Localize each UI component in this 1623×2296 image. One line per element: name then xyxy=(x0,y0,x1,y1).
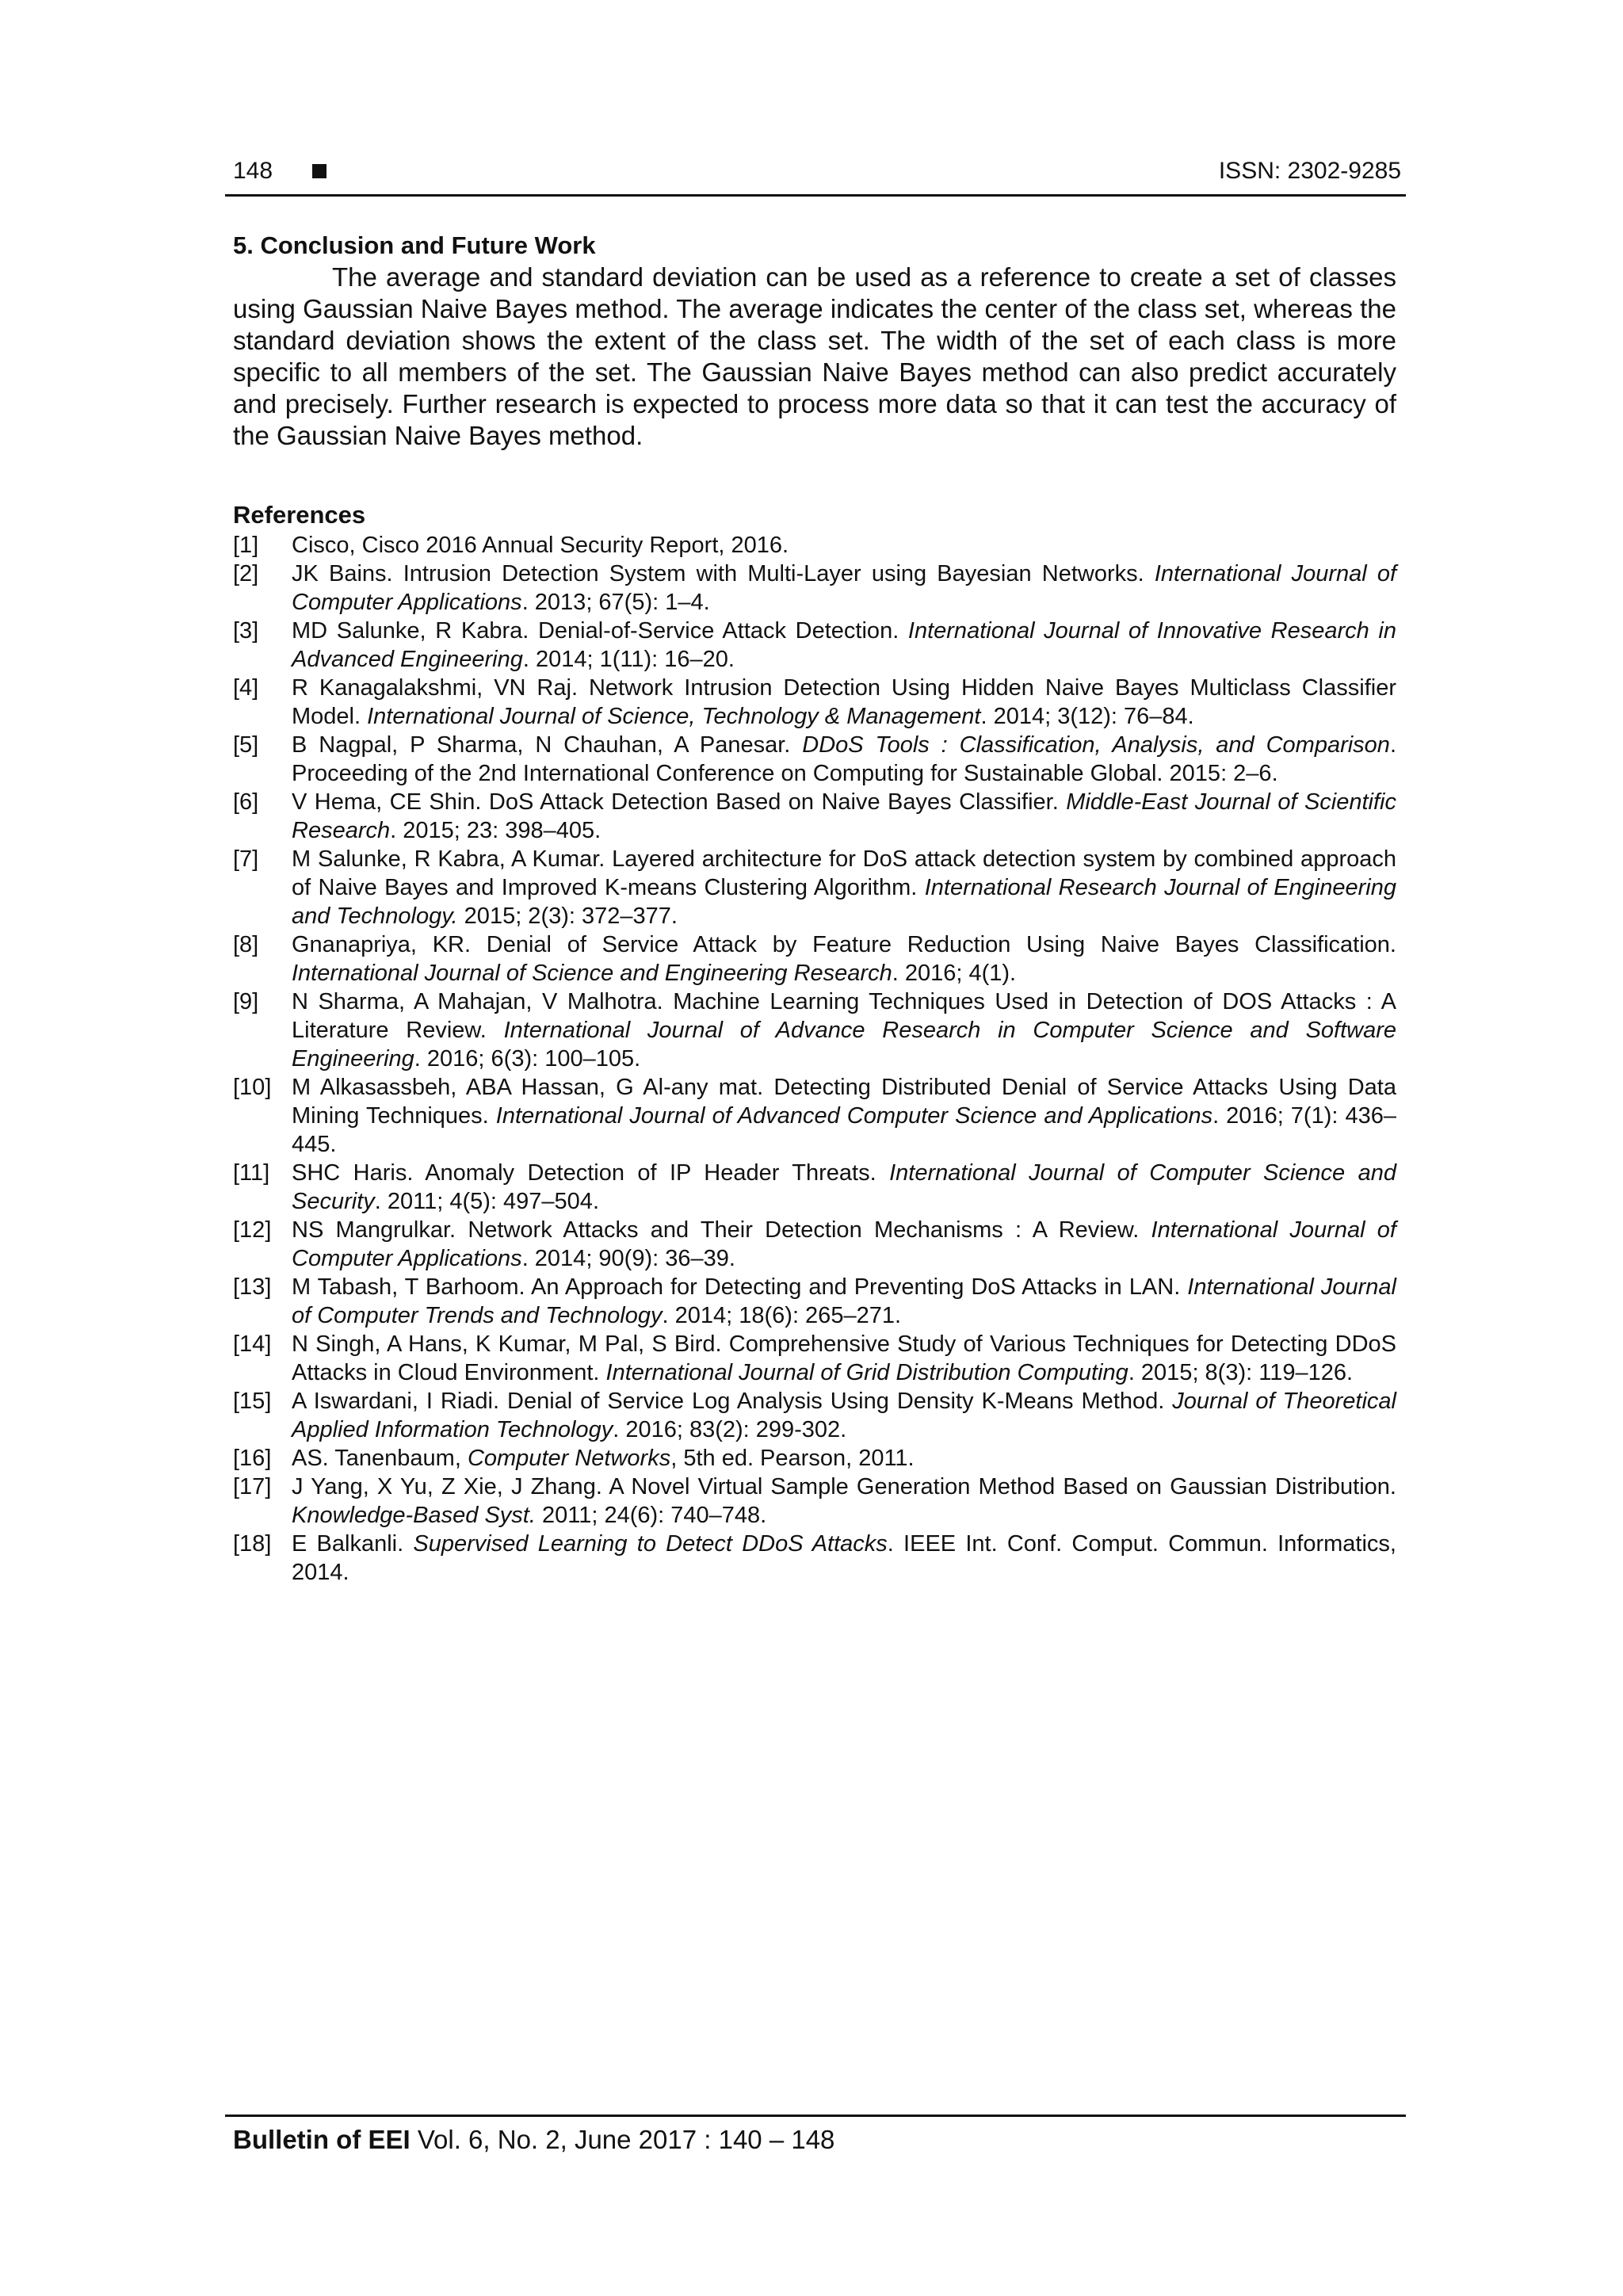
reference-details: . 2016; 7(1): 436–445. xyxy=(292,1103,1396,1157)
reference-text: A Iswardani, I Riadi. Denial of Service Log Analysis Using Density K-Means Method. xyxy=(292,1389,1173,1414)
reference-source: International Journal of Computer Science and Security xyxy=(292,1160,1396,1214)
reference-number: [18] xyxy=(233,1531,272,1557)
reference-number: [3] xyxy=(233,618,259,644)
reference-number: [12] xyxy=(233,1217,272,1243)
reference-details: . 2015; 8(3): 119–126. xyxy=(1128,1360,1354,1385)
reference-item xyxy=(233,1473,1396,1530)
reference-text: N Singh, A Hans, K Kumar, M Pal, S Bird. Comprehensive Study of Various Techniques for Detecting DDoS Attacks in Cloud Environment. xyxy=(292,1331,1396,1385)
issn-label: ISSN: 2302-9285 xyxy=(1218,158,1401,184)
reference-details: . 2015; 23: 398–405. xyxy=(390,818,601,843)
reference-text: SHC Haris. Anomaly Detection of IP Header Threats. xyxy=(292,1160,890,1186)
reference-text: Cisco, Cisco 2016 Annual Security Report, 2016. xyxy=(292,533,789,558)
reference-details: . 2016; 6(3): 100–105. xyxy=(414,1046,641,1072)
reference-text: Gnanapriya, KR. Denial of Service Attack by Feature Reduction Using Naive Bayes Classification. xyxy=(292,932,1396,957)
reference-text: E Balkanli. xyxy=(292,1531,414,1557)
reference-item xyxy=(233,731,1396,788)
reference-source: International Journal of Grid Distribution Computing xyxy=(605,1360,1128,1385)
reference-source: Knowledge-Based Syst. xyxy=(292,1503,536,1528)
reference-text: MD Salunke, R Kabra. Denial-of-Service Attack Detection. xyxy=(292,618,908,644)
reference-item xyxy=(233,617,1396,674)
square-bullet-icon xyxy=(312,164,327,178)
footer-citation: Vol. 6, No. 2, June 2017 : 140 – 148 xyxy=(417,2125,835,2154)
reference-number: [10] xyxy=(233,1075,272,1100)
header-rule xyxy=(225,194,1406,197)
reference-number: [2] xyxy=(233,561,259,586)
page-header xyxy=(233,153,1401,194)
main-content xyxy=(233,230,1396,1587)
reference-number: [14] xyxy=(233,1331,272,1357)
reference-number: [11] xyxy=(233,1160,270,1186)
reference-details: . IEEE Int. Conf. Comput. Commun. Informatics, 2014. xyxy=(292,1531,1396,1585)
reference-number: [4] xyxy=(233,675,259,701)
reference-item xyxy=(233,560,1396,617)
section-title: 5. Conclusion and Future Work xyxy=(233,231,596,259)
reference-item xyxy=(233,1330,1396,1387)
reference-text: R Kanagalakshmi, VN Raj. Network Intrusion Detection Using Hidden Naive Bayes Multiclass Classifier Model. xyxy=(292,675,1396,729)
reference-number: [16] xyxy=(233,1446,272,1471)
reference-item xyxy=(233,674,1396,731)
reference-text: JK Bains. Intrusion Detection System with Multi-Layer using Bayesian Networks. xyxy=(292,561,1155,586)
reference-source: Supervised Learning to Detect DDoS Attacks xyxy=(413,1531,888,1557)
reference-item xyxy=(233,1444,1396,1473)
reference-source: Middle-East Journal of Scientific Research xyxy=(292,789,1396,843)
reference-details: . 2014; 18(6): 265–271. xyxy=(662,1303,902,1328)
reference-details: . 2014; 90(9): 36–39. xyxy=(521,1246,735,1271)
reference-number: [9] xyxy=(233,989,259,1014)
reference-details: . 2014; 1(11): 16–20. xyxy=(522,647,735,672)
reference-number: [5] xyxy=(233,732,259,758)
reference-details: . 2013; 67(5): 1–4. xyxy=(521,590,710,615)
reference-details: 2011; 24(6): 740–748. xyxy=(535,1503,767,1528)
reference-source: International Journal of Advance Research in Computer Science and Software Engineering xyxy=(292,1018,1397,1072)
page-footer xyxy=(233,2122,834,2157)
reference-details: . Proceeding of the 2nd International Conference on Computing for Sustainable Global. 2015: 2–6. xyxy=(292,732,1396,786)
reference-source: International Journal of Advanced Computer Science and Applications xyxy=(495,1103,1213,1129)
reference-text: M Tabash, T Barhoom. An Approach for Detecting and Preventing DoS Attacks in LAN. xyxy=(292,1274,1188,1300)
reference-source: International Journal of Science and Engineering Research xyxy=(292,961,892,986)
reference-item xyxy=(233,1387,1396,1444)
reference-text: M Salunke, R Kabra, A Kumar. Layered architecture for DoS attack detection system by combined approach of Naive Bayes and Improved K-means Clustering Algorithm. xyxy=(292,846,1396,900)
reference-text: J Yang, X Yu, Z Xie, J Zhang. A Novel Virtual Sample Generation Method Based on Gaussian Distribution. xyxy=(292,1474,1396,1499)
reference-text: M Alkasassbeh, ABA Hassan, G Al-any mat. Detecting Distributed Denial of Service Attacks Using Data Mining Techniques. xyxy=(292,1075,1396,1129)
reference-source: International Journal of Computer Applications xyxy=(292,561,1397,615)
reference-source: International Journal of Computer Applications xyxy=(292,1217,1396,1271)
conclusion-paragraph: The average and standard deviation can be used as a reference to create a set of classes using Gaussian Naive Bayes method. The average indicates the center of the class set, whereas the standard deviation shows the extent of the class set. The width of the set of each class is more specific to all members of the set. The Gaussian Naive Bayes method can also predict accurately and precisely. Further research is expected to process more data so that it can test the accuracy of the Gaussian Naive Bayes method. xyxy=(233,262,1396,450)
reference-details: . 2011; 4(5): 497–504. xyxy=(374,1189,599,1214)
reference-source: International Journal of Computer Trends and Technology xyxy=(292,1274,1396,1328)
reference-text: B Nagpal, P Sharma, N Chauhan, A Panesar. xyxy=(292,732,803,758)
reference-number: [13] xyxy=(233,1274,272,1300)
reference-item xyxy=(233,788,1396,845)
references-list xyxy=(233,531,1396,1587)
reference-text: N Sharma, A Mahajan, V Malhotra. Machine Learning Techniques Used in Detection of DOS Attacks : A Literature Review. xyxy=(292,989,1396,1043)
reference-item xyxy=(233,845,1396,930)
reference-details: , 5th ed. Pearson, 2011. xyxy=(670,1446,915,1471)
reference-details: . 2016; 83(2): 299-302. xyxy=(613,1417,847,1442)
reference-number: [8] xyxy=(233,932,259,957)
reference-source: International Research Journal of Engineering and Technology. xyxy=(292,875,1396,929)
reference-number: [7] xyxy=(233,846,259,872)
reference-text: AS. Tanenbaum, xyxy=(292,1446,468,1471)
reference-source: Journal of Theoretical Applied Information Technology xyxy=(292,1389,1396,1442)
reference-text: V Hema, CE Shin. DoS Attack Detection Based on Naive Bayes Classifier. xyxy=(292,789,1067,815)
reference-text: NS Mangrulkar. Network Attacks and Their Detection Mechanisms : A Review. xyxy=(292,1217,1151,1243)
reference-source: Computer Networks xyxy=(467,1446,671,1471)
references-heading: References xyxy=(233,501,366,529)
page-number: 148 xyxy=(233,158,273,184)
footer-rule xyxy=(225,2115,1406,2117)
reference-source: DDoS Tools : Classification, Analysis, and Comparison xyxy=(802,732,1390,758)
reference-item xyxy=(233,531,1396,560)
reference-number: [15] xyxy=(233,1389,272,1414)
reference-item xyxy=(233,930,1396,988)
reference-source: International Journal of Innovative Research in Advanced Engineering xyxy=(292,618,1396,672)
reference-number: [1] xyxy=(233,533,259,558)
reference-source: International Journal of Science, Technology & Management xyxy=(367,704,981,729)
reference-item xyxy=(233,1159,1396,1216)
reference-details: . 2014; 3(12): 76–84. xyxy=(980,704,1194,729)
reference-details: 2015; 2(3): 372–377. xyxy=(457,904,678,929)
reference-item xyxy=(233,1273,1396,1330)
reference-details: . 2016; 4(1). xyxy=(892,961,1017,986)
reference-item xyxy=(233,988,1396,1073)
reference-number: [17] xyxy=(233,1474,272,1499)
footer-journal: Bulletin of EEI xyxy=(233,2125,411,2154)
reference-item xyxy=(233,1530,1396,1587)
reference-item xyxy=(233,1073,1396,1159)
reference-item xyxy=(233,1216,1396,1273)
reference-number: [6] xyxy=(233,789,259,815)
